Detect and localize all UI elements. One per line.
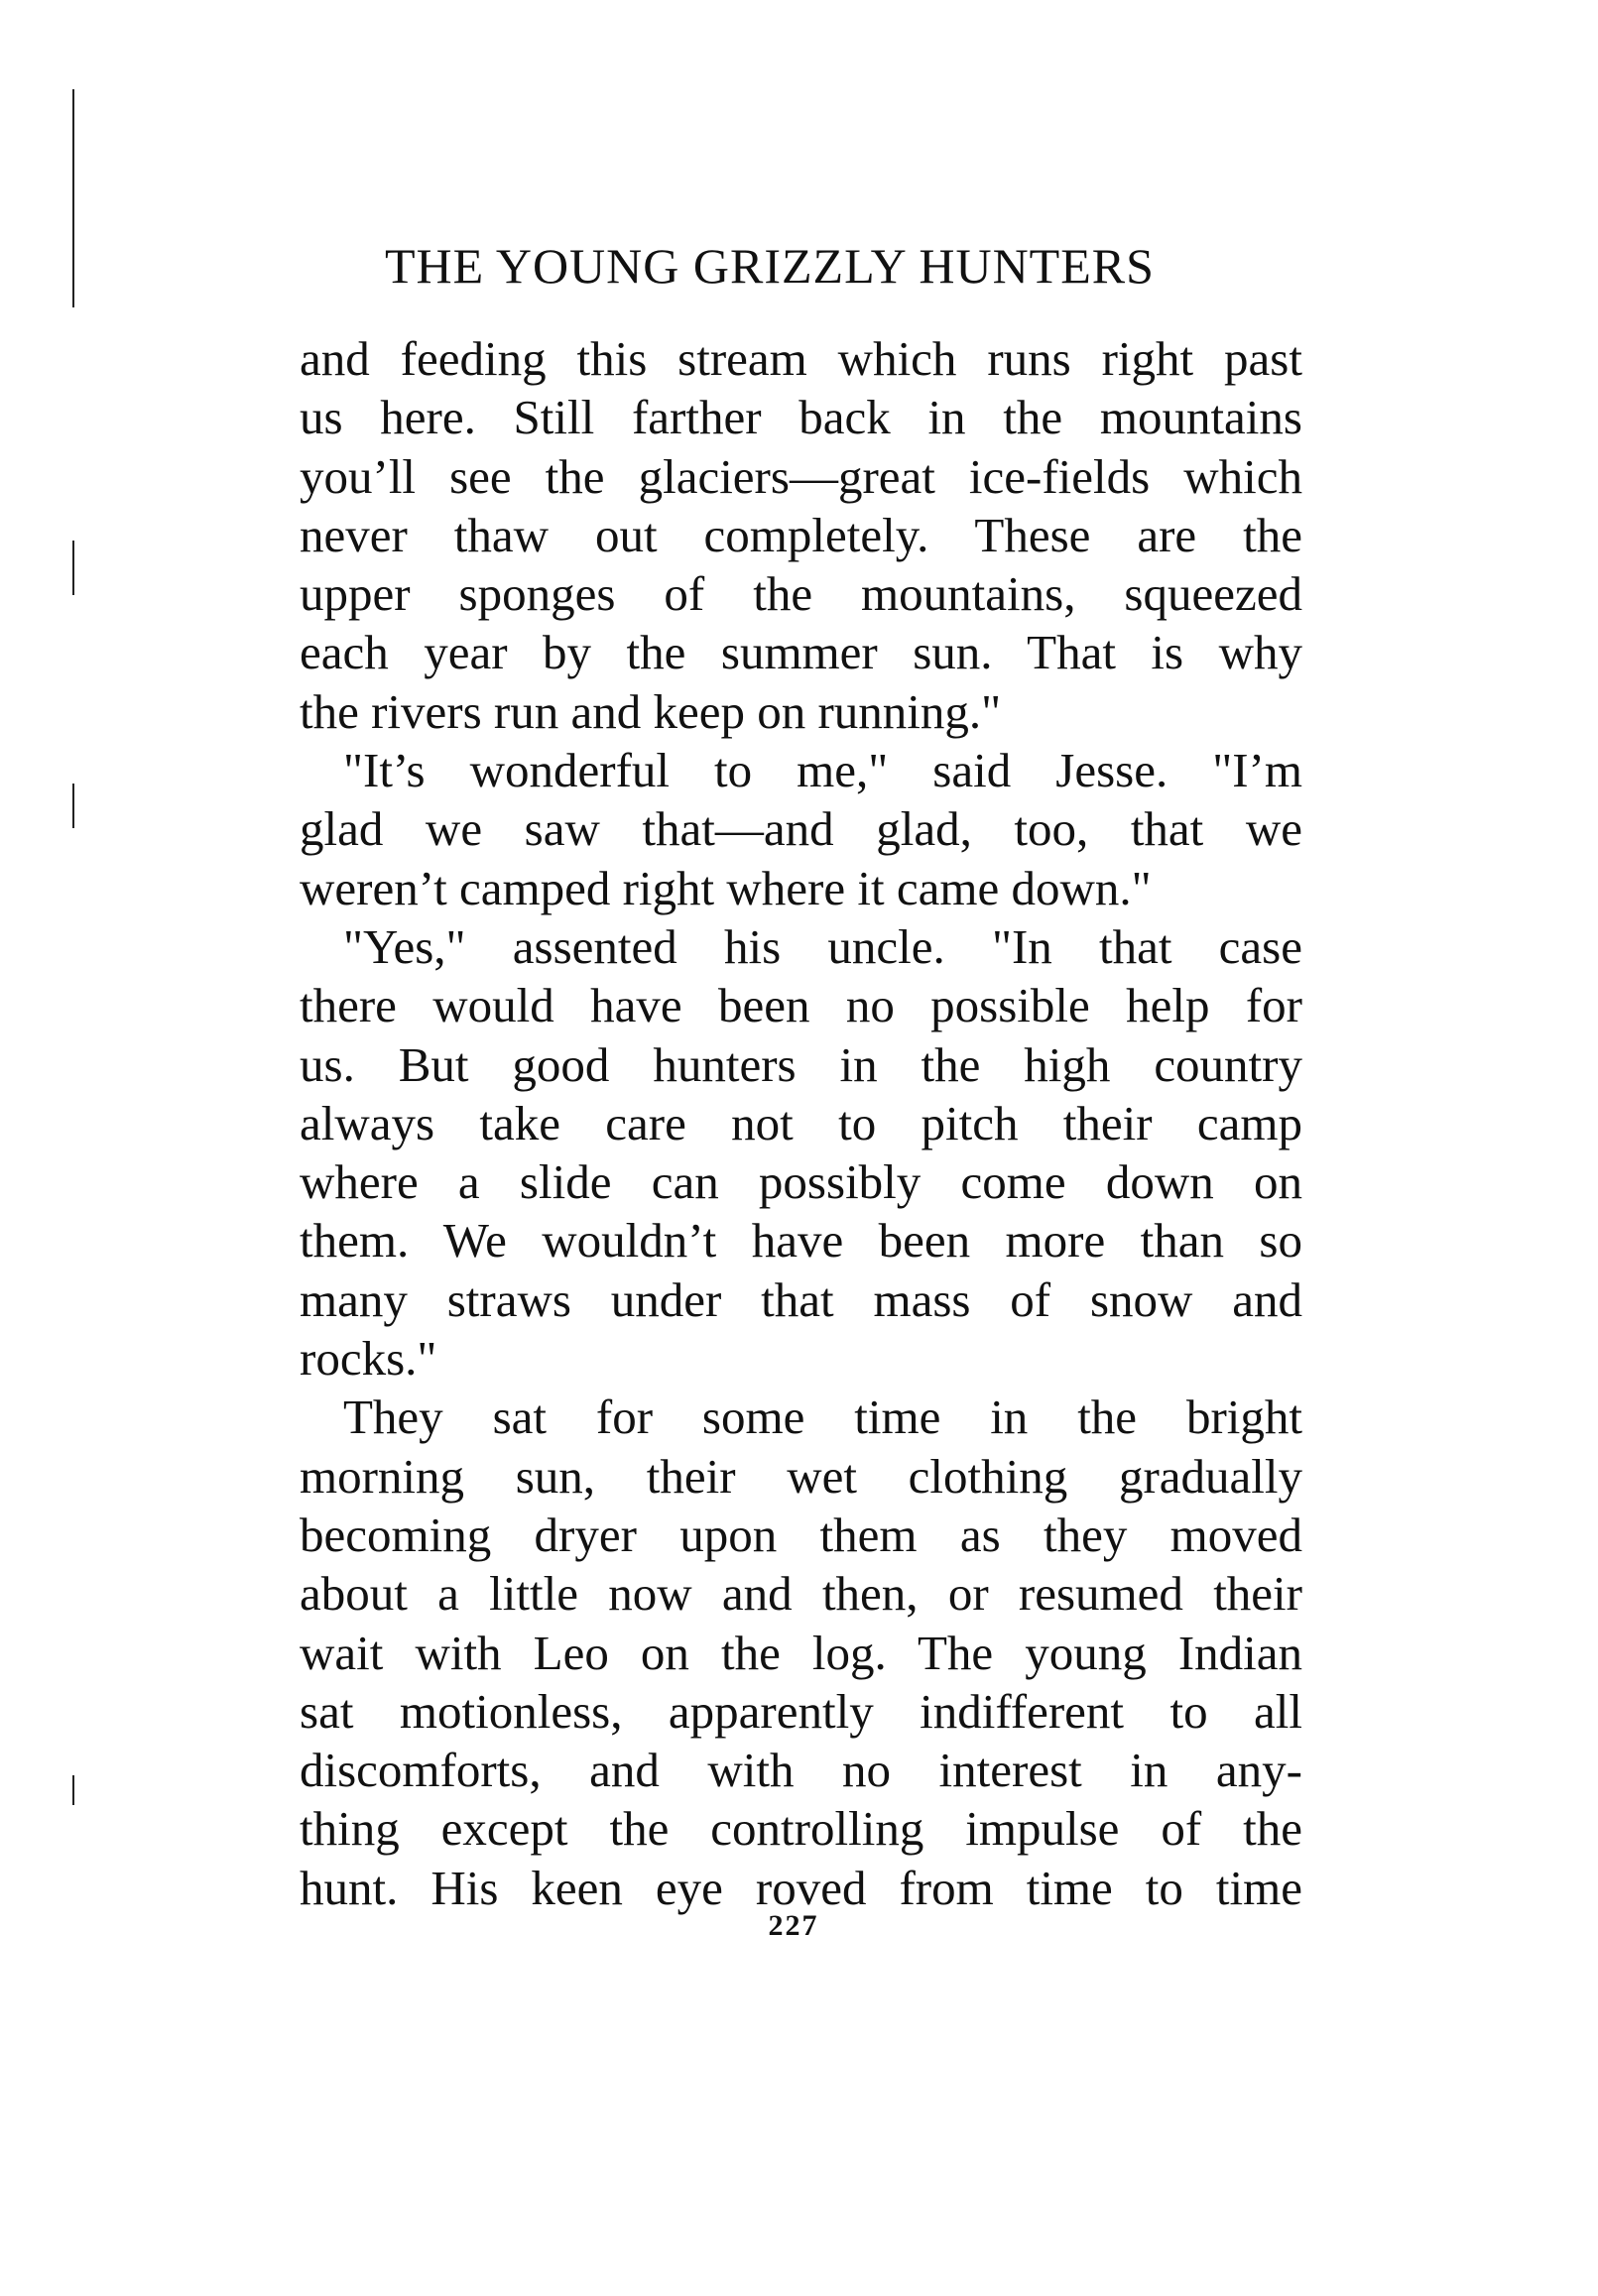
scan-margin-mark: [72, 784, 74, 828]
text-line: glad we saw that—and glad, too, that we: [300, 801, 1302, 857]
text-line: They sat for some time in the bright: [343, 1390, 1302, 1445]
text-line: us here. Still farther back in the mountains: [300, 390, 1302, 445]
text-line: sat motionless, apparently indifferent to all: [300, 1683, 1302, 1739]
text-line: never thaw out completely. These are the: [300, 507, 1302, 562]
scan-margin-mark: [72, 1775, 74, 1805]
text-line: us. But good hunters in the high country: [300, 1036, 1302, 1092]
text-line: hunt. His keen eye roved from time to time: [300, 1860, 1302, 1915]
text-line: and feeding this stream which runs right past: [300, 331, 1302, 386]
body-text: [300, 329, 1302, 1917]
text-line: them. We wouldn’t have been more than so: [300, 1213, 1302, 1269]
text-line: you’ll see the glaciers—great ice-fields which: [300, 448, 1302, 504]
text-line: thing except the controlling impulse of the: [300, 1801, 1302, 1857]
text-line: there would have been no possible help for: [300, 978, 1302, 1033]
text-line: discomforts, and with no interest in any-: [300, 1743, 1302, 1798]
text-line: upper sponges of the mountains, squeezed: [300, 566, 1302, 622]
text-line: the rivers run and keep on running.": [300, 683, 1002, 739]
scan-margin-mark: [72, 541, 74, 595]
scan-margin-mark: [72, 89, 74, 307]
text-line: about a little now and then, or resumed their: [300, 1566, 1302, 1622]
text-line: always take care not to pitch their camp: [300, 1095, 1302, 1150]
text-line: becoming dryer upon them as they moved: [300, 1507, 1302, 1562]
text-line: "Yes," assented his uncle. "In that case: [343, 918, 1302, 974]
text-line: wait with Leo on the log. The young Indian: [300, 1625, 1302, 1680]
running-head: THE YOUNG GRIZZLY HUNTERS: [385, 238, 1155, 294]
text-line: each year by the summer sun. That is why: [300, 625, 1302, 680]
text-line: morning sun, their wet clothing gradually: [300, 1448, 1302, 1504]
text-line: "It’s wonderful to me," said Jesse. "I’m: [343, 743, 1302, 798]
page-number: 227: [768, 1909, 819, 1942]
text-line: many straws under that mass of snow and: [300, 1271, 1302, 1327]
text-line: weren’t camped right where it came down.": [300, 860, 1152, 915]
text-line: where a slide can possibly come down on: [300, 1154, 1302, 1210]
text-line: rocks.": [300, 1331, 437, 1387]
